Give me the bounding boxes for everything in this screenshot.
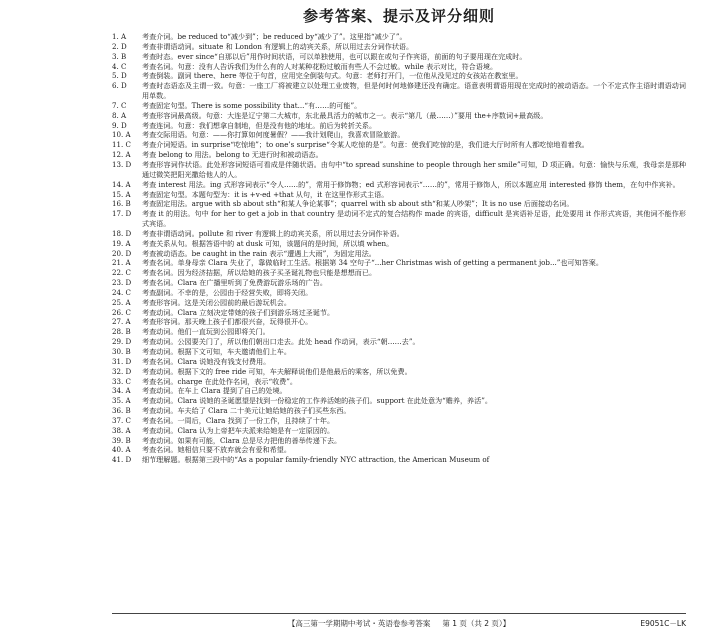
answer-number: 40. A bbox=[112, 445, 131, 455]
answer-item bbox=[112, 32, 686, 42]
answer-number: 29. D bbox=[112, 337, 132, 347]
answer-number: 27. A bbox=[112, 317, 131, 327]
answer-explanation: 考查动词。如果有可能，Clara 总是尽力把他的善举传递下去。 bbox=[142, 435, 342, 445]
answer-item bbox=[112, 199, 686, 209]
answer-item bbox=[112, 190, 686, 200]
answer-explanation: 考查 it 的用法。句中 for her to get a job in that country 是动词不定式的复合结构作 made 的宾语，difficult 是宾语补足语，此处要用 it 作形式宾语，其他词不能作形式宾语。 bbox=[142, 209, 686, 229]
answer-explanation: 考查动词。Clara 说她的圣诞愿望是找到一份稳定的工作养活她的孩子们。support 在此处意为“赡养，养活”。 bbox=[142, 396, 492, 406]
answer-number: 30. B bbox=[112, 347, 131, 356]
answer-explanation: 考查连词。句意：我们想拿自制地，但是没有他的地址。前后为转折关系。 bbox=[142, 120, 377, 130]
answer-item bbox=[112, 268, 686, 278]
answer-explanation: 考查名词。charge 在此处作名词，表示“收费”。 bbox=[142, 376, 298, 386]
answer-explanation: 考查名词。句意：没有人告诉我们为什么有的人对某种花粉过敏而有些人不会过敏。while 表示对比，符合语境。 bbox=[142, 61, 498, 71]
answer-explanation: 考查交际用语。句意：——你打算如何度暑假？——我计划爬山，我喜欢冒险旅游。 bbox=[142, 130, 405, 140]
answer-item bbox=[112, 229, 686, 239]
answer-item bbox=[112, 249, 686, 259]
answer-number: 37. C bbox=[112, 415, 131, 425]
answer-item bbox=[112, 101, 686, 111]
answer-number: 11. C bbox=[112, 140, 131, 150]
answer-explanation: 考查固定句型。本题句型为：it is +v-ed +that 从句，it 在这里作形式主语。 bbox=[142, 189, 389, 199]
answer-explanation: 考查名词。因为经济拮据，所以给她的孩子买圣诞礼物也只能是想想而已。 bbox=[142, 268, 377, 278]
answer-item bbox=[112, 121, 686, 131]
answer-number: 19. A bbox=[112, 238, 131, 248]
answer-explanation: 考查名词。她相信只要不放弃就会有爱和希望。 bbox=[142, 445, 291, 455]
answer-item bbox=[112, 406, 686, 416]
answer-explanation: 考查介词。be reduced to“减少到”；be reduced by“减少了”。这里指“减少了”。 bbox=[142, 32, 407, 41]
answer-number: 16. B bbox=[112, 199, 131, 209]
answer-number: 33. C bbox=[112, 376, 131, 386]
answer-explanation: 考查 interest 用法。ing 式形容词表示“令人……的”，常用于修饰物；ed 式形容词表示“……的”，常用于修饰人，所以本题应用 interested 修饰 them，在句中作宾补。 bbox=[142, 179, 680, 189]
answer-explanation: 考查动词。Clara 认为上帝把车夫派来给她是有一定原因的。 bbox=[142, 425, 335, 435]
page-footer bbox=[112, 613, 686, 629]
answer-explanation: 考查时态。ever since“自那以后”用作时间状语，可以单独使用，也可以跟在或句子作宾语，前面的句子要用现在完成时。 bbox=[142, 51, 527, 61]
answer-explanation: 考查动词。根据下文的 free ride 可知，车夫解释说他们是他最后的乘客，所以免费。 bbox=[142, 366, 412, 376]
answer-number: 9. D bbox=[112, 120, 127, 130]
answer-explanation: 考查形容词作状语。此处形容词短语可看成是伴随状语。由句中“to spread sunshine to people through her smile”可知，D 项正确。句意：愉快与乐观，我母亲是那种通过微笑把阳光撒给他人的人。 bbox=[142, 159, 686, 179]
answer-number: 7. C bbox=[112, 100, 127, 110]
answer-number: 8. A bbox=[112, 110, 127, 120]
answer-item bbox=[112, 42, 686, 52]
answer-explanation: 考查形容词。这是关闭公园前的最后游玩机会。 bbox=[142, 297, 291, 307]
answer-item bbox=[112, 386, 686, 396]
answer-item bbox=[112, 308, 686, 318]
answer-number: 25. A bbox=[112, 297, 131, 307]
answer-number: 15. A bbox=[112, 189, 131, 199]
answer-item bbox=[112, 71, 686, 81]
answer-explanation: 考查动词。车夫给了 Clara 二十美元让她给她的孩子们买些东西。 bbox=[142, 406, 351, 416]
answer-number: 38. A bbox=[112, 425, 131, 435]
answer-item bbox=[112, 160, 686, 180]
answer-explanation: 考查固定句型。There is some possibility that...“有……的可能”。 bbox=[142, 100, 362, 110]
answer-explanation: 考查动词。根据下文可知，车夫邀请他们上车。 bbox=[142, 347, 291, 356]
answer-item bbox=[112, 455, 686, 465]
answer-number: 36. B bbox=[112, 406, 131, 416]
answer-explanation: 考查形容词最高级。句意：大连是辽宁第二大城市，东北最具活力的城市之一。表示“第几（最……）”要用 the+序数词+最高级。 bbox=[142, 110, 548, 120]
answer-item bbox=[112, 239, 686, 249]
footer-page-number: 第 1 页（共 2 页）】 bbox=[442, 619, 511, 628]
answer-number: 34. A bbox=[112, 386, 131, 396]
answer-item bbox=[112, 337, 686, 347]
answer-item bbox=[112, 180, 686, 190]
answer-explanation: 考查形容词。那天晚上孩子们都很兴奋，玩得很开心。 bbox=[142, 317, 313, 327]
answer-number: 10. A bbox=[112, 130, 131, 140]
footer-exam-name: 【高三第一学期期中考试・英语卷参考答案 bbox=[287, 619, 431, 628]
answer-explanation: 考查非谓语动词。pollute 和 river 有逻辑上的动宾关系，所以用过去分词作补语。 bbox=[142, 228, 404, 238]
answer-explanation: 考查 belong to 用法。belong to 无进行时和被动语态。 bbox=[142, 150, 323, 160]
answer-item bbox=[112, 357, 686, 367]
answer-number: 1. A bbox=[112, 32, 127, 41]
answer-number: 31. D bbox=[112, 356, 132, 366]
answer-item bbox=[112, 396, 686, 406]
answer-explanation: 考查名词。Clara 在广播里听到了免费游玩游乐场的广告。 bbox=[142, 278, 327, 288]
answer-number: 20. D bbox=[112, 248, 132, 258]
answer-item bbox=[112, 111, 686, 121]
answer-number: 21. A bbox=[112, 258, 131, 268]
answer-explanation: 考查副词。不幸的是，公园由于经营失败，即将关闭。 bbox=[142, 287, 313, 297]
answer-number: 39. B bbox=[112, 435, 131, 445]
answer-item bbox=[112, 288, 686, 298]
answer-explanation: 考查固定用法。argue with sb about sth“和某人争论某事”；quarrel with sb about sth“和某人吵架”；It is no use 后面接动名词。 bbox=[142, 199, 574, 209]
answer-explanation: 考查时态语态及主谓一致。句意：一座工厂将被建立以处理工业废物，但是何时何地修建还没有确定。语意表明谓语用现在完成时的被动语态。一个不定式作主语时谓语动词用单数。 bbox=[142, 81, 686, 101]
answer-explanation: 考查关系从句。根据答语中的 at dusk 可知，该题问的是时间，所以填 when。 bbox=[142, 238, 394, 248]
answer-item bbox=[112, 209, 686, 229]
answer-explanation: 考查被动语态。be caught in the rain 表示“遭遇上大雨”，为固定用法。 bbox=[142, 248, 376, 258]
answer-item bbox=[112, 258, 686, 268]
answer-item bbox=[112, 436, 686, 446]
page-title: 参考答案、提示及评分细则 bbox=[302, 7, 495, 25]
answer-explanation: 考查名词。Clara 说她没有钱支付费用。 bbox=[142, 356, 271, 366]
answer-explanation: 考查倒装。副词 there、here 等位于句首，应用完全倒装句式。句意：老师打开门，一位他从没见过的女孩站在教室里。 bbox=[142, 71, 523, 81]
footer-doc-code: E9051C－LK bbox=[640, 619, 686, 628]
answer-number: 2. D bbox=[112, 41, 127, 51]
answer-item bbox=[112, 426, 686, 436]
answer-item bbox=[112, 278, 686, 288]
answer-number: 17. D bbox=[112, 209, 132, 219]
answer-item bbox=[112, 347, 686, 357]
answer-list bbox=[112, 32, 686, 465]
answer-number: 22. C bbox=[112, 268, 131, 278]
answer-number: 32. D bbox=[112, 366, 132, 376]
answer-number: 35. A bbox=[112, 396, 131, 406]
answer-number: 13. D bbox=[112, 159, 132, 169]
answer-explanation: 考查名词。单身母亲 Clara 失业了，靠做临时工生活。根据第 34 空句子“...her Christmas wish of getting a permanent job...”也可知答案。 bbox=[142, 258, 603, 268]
answer-number: 5. D bbox=[112, 71, 127, 81]
answer-number: 3. B bbox=[112, 51, 127, 61]
answer-item bbox=[112, 377, 686, 387]
answer-explanation: 细节理解题。根据第三段中的“As a popular family-friendly NYC attraction, the American Museum of bbox=[142, 455, 490, 465]
answer-explanation: 考查介词短语。in surprise“吃惊地”；to one’s surprise“令某人吃惊的是”。句意：使我们吃惊的是，我们进大厅时所有人都吃惊地看着我。 bbox=[142, 140, 589, 150]
answer-explanation: 考查动词。Clara 立刻决定带她的孩子们到游乐场过圣诞节。 bbox=[142, 307, 335, 317]
answer-item bbox=[112, 140, 686, 150]
answer-item bbox=[112, 327, 686, 337]
answer-item bbox=[112, 367, 686, 377]
answer-number: 24. C bbox=[112, 287, 131, 297]
answer-explanation: 考查非谓语动词。situate 和 London 有逻辑上的动宾关系，所以用过去分词作状语。 bbox=[142, 41, 414, 51]
answer-item bbox=[112, 416, 686, 426]
answer-explanation: 考查动词。他们一直玩到公园即将关门。 bbox=[142, 327, 270, 337]
answer-number: 12. A bbox=[112, 150, 131, 160]
answer-number: 23. D bbox=[112, 278, 132, 288]
answer-number: 28. B bbox=[112, 327, 131, 337]
answer-number: 41. D bbox=[112, 455, 132, 465]
answer-number: 26. C bbox=[112, 307, 131, 317]
answer-item bbox=[112, 81, 686, 101]
answer-explanation: 考查动词。公园要关门了，所以他们朝出口走去。此处 head 作动词，表示“朝……去”。 bbox=[142, 337, 420, 347]
answer-item bbox=[112, 52, 686, 62]
answer-explanation: 考查名词。一周后，Clara 找到了一份工作，且持续了十年。 bbox=[142, 415, 335, 425]
answer-number: 4. C bbox=[112, 61, 127, 71]
answer-item bbox=[112, 62, 686, 72]
answer-number: 14. A bbox=[112, 179, 131, 189]
answer-item bbox=[112, 317, 686, 327]
answer-item bbox=[112, 298, 686, 308]
answer-item bbox=[112, 150, 686, 160]
answer-number: 6. D bbox=[112, 81, 127, 91]
answer-number: 18. D bbox=[112, 228, 132, 238]
answer-explanation: 考查动词。在车上 Clara 提到了自己的处境。 bbox=[142, 386, 287, 396]
answer-item bbox=[112, 445, 686, 455]
answer-item bbox=[112, 130, 686, 140]
